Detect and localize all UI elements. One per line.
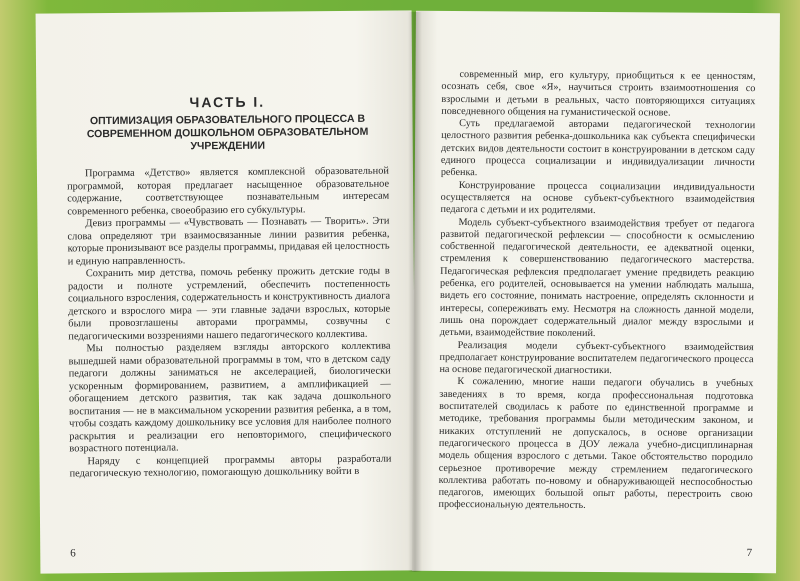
book-spread (38, 12, 778, 572)
right-page (412, 11, 780, 574)
paragraph: Программа «Детство» является комплексной образовательной программой, которая предлагает насыщенное образовательное содержание, соответствующее познавательным интересам современного ребенка, своеобразию его субкультуры. (67, 165, 390, 217)
paragraph: Модель субъект-субъектного взаимодействия требует от педагога развитой педагогической рефлексии — способности к осмыслению собственной педагогической деятельности, ее адекватной оценки, стремления к совершенствованию педагогического мастерства. Педагогическая рефлексия предполагает умение предвидеть реакцию ребенка, его родителей, основывается на умении наблюдать малыша, видеть его состояние, понимать настроение, определять склонности и интересы, сопереживать ему. Несмотря на сложность данной модели, лишь она порождает содержательный диалог между взрослыми и детьми, взаимодействие поколений. (439, 216, 755, 340)
paragraph: Девиз программы — «Чувствовать — Познавать — Творить». Эти слова определяют три взаимосвязанные линии развития ребенка, которые пронизывают все разделы программы, придавая ей целостность и единую направленность. (67, 215, 390, 267)
paragraph: Наряду с концепцией программы авторы разработали педагогическую технологию, помогающую дошкольнику войти в (69, 453, 392, 480)
page-number: 7 (746, 547, 753, 560)
left-page (36, 10, 417, 573)
part-subheading: ОПТИМИЗАЦИЯ ОБРАЗОВАТЕЛЬНОГО ПРОЦЕССА В СОВРЕМЕННОМ ДОШКОЛЬНОМ ОБРАЗОВАТЕЛЬНОМ УЧРЕЖДЕНИИ (86, 112, 369, 153)
paragraph: Конструирование процесса социализации индивидуальности осуществляется на основе субъект-субъектного взаимодействия педагога с детьми и их родителями. (440, 179, 755, 217)
paragraph: Реализация модели субъект-субъектного взаимодействия предполагает конструирование воспитателем педагогического процесса на основе педагогической диагностики. (439, 339, 754, 377)
part-heading: ЧАСТЬ I. (189, 93, 266, 111)
paragraph: Мы полностью разделяем взгляды авторского коллектива вышедшей нами образовательной программы в том, что в детском саду педагоги должны заниматься не акселерацией, биологически ускоренным формированием, развитием, а амплификацией — обогащением детского развития, так как задача дошкольного воспитания — не в максимальном ускорении развития ребенка, а в том, чтобы создать каждому дошкольнику все условия для наиболее полного раскрытия и реализации его неповторимого, специфического возрастного потенциала. (68, 340, 392, 455)
paragraph: современный мир, его культуру, приобщиться к ее ценностям, осознать себя, свое «Я», научиться строить взаимоотношения со взрослыми и детьми в реальных, часто повторяющихся ситуациях повседневного общения на гуманистической основе. (441, 69, 756, 119)
paragraph: К сожалению, многие наши педагоги обучались в учебных заведениях в то время, когда профессиональная подготовка воспитателей сводилась к работе по единственной программе и методике, требования программы были методическим законом, и никаких отступлений не допускалось, в основе организации педагогического процесса в ДОУ лежала учебно-дисциплинарная модель общения взрослого с детьми. Такое обстоятельство породило серьезное противоречие между стремлением педагогического коллектива работать по-новому и обнаруживающей неспособностью педагогов, имеющих большой опыт работы, перестроить свою профессиональную деятельность. (438, 376, 754, 512)
paragraph: Суть предлагаемой авторами педагогической технологии целостного развития ребенка-дошкольника как субъекта специфически детских видов деятельности состоит в конструировании в детском саду единого процесса социализации и индивидуализации личности ребенка. (440, 118, 756, 179)
page-number: 6 (70, 547, 76, 560)
book-gutter (408, 12, 422, 572)
paragraph: Сохранить мир детства, помочь ребенку прожить детские годы в радости и полноте устремлений, обеспечить постепенность социального взросления, содержательность и конструктивность диалога детского и взрослого мира — эти главные задачи взрослых, которые были провозглашены авторами программы, созвучны с педагогическими воззрениями нашего педагогического коллектива. (67, 265, 391, 342)
